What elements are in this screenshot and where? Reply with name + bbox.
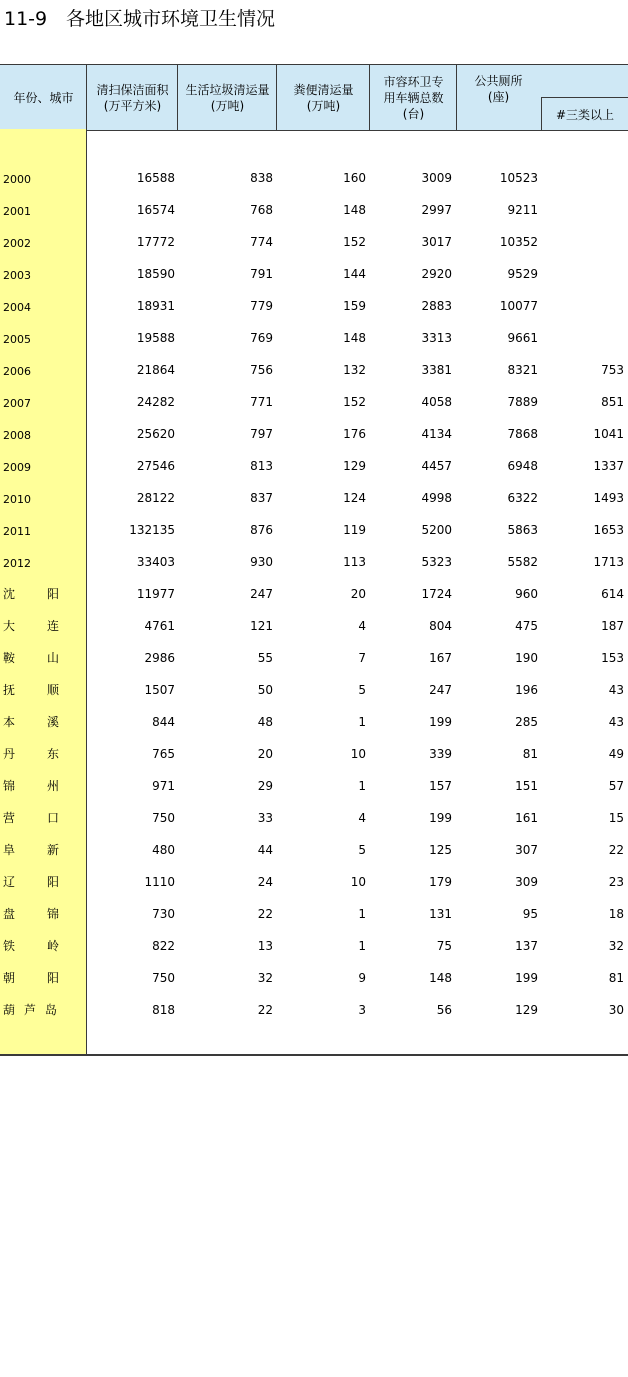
cell-feces-volume: 159 (343, 299, 366, 313)
cell-cleaning-area: 750 (152, 971, 175, 985)
table-row (0, 257, 628, 289)
cell-feces-volume: 113 (343, 555, 366, 569)
row-label: 2010 (3, 493, 31, 506)
row-label-char: 朝 (3, 971, 16, 985)
cell-public-toilets: 9661 (507, 331, 538, 345)
row-label: 2012 (3, 557, 31, 570)
cell-cleaning-area: 17772 (136, 235, 175, 249)
cell-public-toilets: 151 (515, 779, 538, 793)
cell-class3-toilets: 1041 (593, 427, 624, 441)
table-number: 11-9 (4, 8, 48, 30)
cell-public-toilets: 10077 (499, 299, 538, 313)
cell-vehicles: 56 (436, 1003, 452, 1017)
cell-feces-volume: 1 (358, 907, 366, 921)
cell-cleaning-area: 818 (152, 1003, 175, 1017)
header-class3-above: #三类以上 (541, 97, 628, 130)
table-row (0, 993, 628, 1025)
cell-feces-volume: 124 (343, 491, 366, 505)
cell-vehicles: 4457 (421, 459, 452, 473)
table-row (0, 385, 628, 417)
row-label-char: 锦 (46, 907, 59, 921)
row-label (3, 1002, 83, 1018)
cell-garbage-volume: 771 (250, 395, 273, 409)
table-row (0, 769, 628, 801)
row-label (3, 810, 83, 826)
table-bottom-border (0, 1054, 628, 1056)
cell-vehicles: 3381 (421, 363, 452, 377)
cell-garbage-volume: 791 (250, 267, 273, 281)
table-row (0, 161, 628, 193)
row-label-char: 本 (3, 715, 16, 729)
cell-public-toilets: 309 (515, 875, 538, 889)
cell-cleaning-area: 1507 (144, 683, 175, 697)
row-label-char: 葫 (3, 1003, 16, 1017)
cell-class3-toilets: 57 (608, 779, 624, 793)
table-row (0, 321, 628, 353)
cell-feces-volume: 4 (358, 619, 366, 633)
cell-feces-volume: 10 (350, 875, 366, 889)
table-row (0, 289, 628, 321)
table-row (0, 833, 628, 865)
cell-cleaning-area: 2986 (144, 651, 175, 665)
cell-vehicles: 3009 (421, 171, 452, 185)
table-row (0, 225, 628, 257)
cell-cleaning-area: 480 (152, 843, 175, 857)
row-label: 2003 (3, 269, 31, 282)
row-label (3, 746, 83, 762)
cell-vehicles: 4134 (421, 427, 452, 441)
row-label: 2009 (3, 461, 31, 474)
row-label: 2005 (3, 333, 31, 346)
cell-cleaning-area: 18590 (136, 267, 175, 281)
row-label-char: 岛 (44, 1003, 57, 1017)
cell-vehicles: 167 (429, 651, 452, 665)
cell-cleaning-area: 11977 (136, 587, 175, 601)
row-label: 2008 (3, 429, 31, 442)
row-label (3, 618, 83, 634)
header-garbage-volume: 生活垃圾清运量 (万吨) (177, 65, 277, 130)
cell-vehicles: 804 (429, 619, 452, 633)
cell-feces-volume: 3 (358, 1003, 366, 1017)
cell-vehicles: 4058 (421, 395, 452, 409)
row-label-char: 盘 (3, 907, 16, 921)
page-title (4, 6, 275, 32)
row-label-char: 阳 (46, 971, 59, 985)
cell-feces-volume: 10 (350, 747, 366, 761)
cell-garbage-volume: 838 (250, 171, 273, 185)
cell-garbage-volume: 876 (250, 523, 273, 537)
cell-public-toilets: 6948 (507, 459, 538, 473)
cell-class3-toilets: 753 (601, 363, 624, 377)
row-label-char: 山 (46, 651, 59, 665)
table-row (0, 673, 628, 705)
cell-feces-volume: 119 (343, 523, 366, 537)
cell-garbage-volume: 33 (257, 811, 273, 825)
cell-garbage-volume: 121 (250, 619, 273, 633)
cell-class3-toilets: 153 (601, 651, 624, 665)
cell-class3-toilets: 32 (608, 939, 624, 953)
cell-public-toilets: 81 (522, 747, 538, 761)
cell-feces-volume: 1 (358, 779, 366, 793)
header-public-toilets: 公共厕所 (座) (474, 74, 523, 104)
cell-feces-volume: 132 (343, 363, 366, 377)
cell-vehicles: 179 (429, 875, 452, 889)
row-label: 2006 (3, 365, 31, 378)
row-label-char: 抚 (3, 683, 16, 697)
table-row (0, 929, 628, 961)
table-body (0, 161, 628, 1025)
cell-class3-toilets: 43 (608, 683, 624, 697)
cell-vehicles: 2997 (421, 203, 452, 217)
cell-feces-volume: 148 (343, 331, 366, 345)
cell-feces-volume: 5 (358, 683, 366, 697)
cell-cleaning-area: 765 (152, 747, 175, 761)
cell-garbage-volume: 247 (250, 587, 273, 601)
cell-vehicles: 339 (429, 747, 452, 761)
cell-class3-toilets: 187 (601, 619, 624, 633)
cell-class3-toilets: 23 (608, 875, 624, 889)
table-row (0, 609, 628, 641)
cell-vehicles: 148 (429, 971, 452, 985)
cell-cleaning-area: 24282 (136, 395, 175, 409)
cell-cleaning-area: 28122 (136, 491, 175, 505)
cell-feces-volume: 1 (358, 939, 366, 953)
table-row (0, 545, 628, 577)
cell-class3-toilets: 1493 (593, 491, 624, 505)
row-label: 2000 (3, 173, 31, 186)
table-row (0, 705, 628, 737)
row-label-char: 阳 (46, 875, 59, 889)
row-label-char: 新 (46, 843, 59, 857)
cell-feces-volume: 129 (343, 459, 366, 473)
cell-feces-volume: 160 (343, 171, 366, 185)
cell-public-toilets: 307 (515, 843, 538, 857)
row-label (3, 778, 83, 794)
cell-class3-toilets: 18 (608, 907, 624, 921)
table-row (0, 641, 628, 673)
cell-public-toilets: 285 (515, 715, 538, 729)
cell-vehicles: 2920 (421, 267, 452, 281)
table-title: 各地区城市环境卫生情况 (66, 8, 276, 30)
row-label-char: 大 (3, 619, 16, 633)
row-label (3, 714, 83, 730)
table-row (0, 801, 628, 833)
cell-garbage-volume: 797 (250, 427, 273, 441)
cell-feces-volume: 9 (358, 971, 366, 985)
row-label-char: 溪 (46, 715, 59, 729)
cell-class3-toilets: 851 (601, 395, 624, 409)
cell-class3-toilets: 1653 (593, 523, 624, 537)
cell-public-toilets: 161 (515, 811, 538, 825)
row-label-char: 连 (46, 619, 59, 633)
cell-feces-volume: 176 (343, 427, 366, 441)
header-vehicles: 市容环卫专 用车辆总数 (台) (369, 65, 457, 130)
header-year-city: 年份、城市 (13, 90, 74, 105)
cell-cleaning-area: 1110 (144, 875, 175, 889)
cell-garbage-volume: 44 (257, 843, 273, 857)
cell-feces-volume: 148 (343, 203, 366, 217)
cell-vehicles: 2883 (421, 299, 452, 313)
cell-cleaning-area: 16588 (136, 171, 175, 185)
cell-vehicles: 4998 (421, 491, 452, 505)
cell-cleaning-area: 730 (152, 907, 175, 921)
cell-class3-toilets: 30 (608, 1003, 624, 1017)
cell-cleaning-area: 18931 (136, 299, 175, 313)
cell-garbage-volume: 22 (257, 907, 273, 921)
row-label-char: 丹 (3, 747, 16, 761)
table-row (0, 417, 628, 449)
cell-cleaning-area: 25620 (136, 427, 175, 441)
row-label: 2002 (3, 237, 31, 250)
cell-public-toilets: 7868 (507, 427, 538, 441)
cell-feces-volume: 1 (358, 715, 366, 729)
cell-public-toilets: 8321 (507, 363, 538, 377)
cell-garbage-volume: 774 (250, 235, 273, 249)
cell-cleaning-area: 21864 (136, 363, 175, 377)
cell-garbage-volume: 769 (250, 331, 273, 345)
cell-public-toilets: 9211 (507, 203, 538, 217)
cell-public-toilets: 10523 (499, 171, 538, 185)
row-label-char: 阳 (46, 587, 59, 601)
cell-garbage-volume: 22 (257, 1003, 273, 1017)
row-label-char: 东 (46, 747, 59, 761)
row-label (3, 650, 83, 666)
cell-garbage-volume: 48 (257, 715, 273, 729)
row-label (3, 874, 83, 890)
cell-garbage-volume: 50 (257, 683, 273, 697)
cell-vehicles: 1724 (421, 587, 452, 601)
row-label-char: 锦 (3, 779, 16, 793)
table-row (0, 193, 628, 225)
cell-cleaning-area: 844 (152, 715, 175, 729)
table-header (0, 64, 628, 131)
row-label (3, 682, 83, 698)
cell-vehicles: 5200 (421, 523, 452, 537)
cell-public-toilets: 5582 (507, 555, 538, 569)
cell-feces-volume: 7 (358, 651, 366, 665)
table-row (0, 961, 628, 993)
row-label: 2004 (3, 301, 31, 314)
cell-vehicles: 247 (429, 683, 452, 697)
cell-garbage-volume: 20 (257, 747, 273, 761)
cell-class3-toilets: 1337 (593, 459, 624, 473)
cell-garbage-volume: 768 (250, 203, 273, 217)
table-row (0, 449, 628, 481)
cell-class3-toilets: 43 (608, 715, 624, 729)
cell-garbage-volume: 756 (250, 363, 273, 377)
header-feces-volume: 粪便清运量 (万吨) (276, 65, 370, 130)
cell-garbage-volume: 13 (257, 939, 273, 953)
row-label (3, 970, 83, 986)
row-label: 2007 (3, 397, 31, 410)
cell-public-toilets: 190 (515, 651, 538, 665)
cell-cleaning-area: 750 (152, 811, 175, 825)
cell-class3-toilets: 1713 (593, 555, 624, 569)
cell-cleaning-area: 132135 (129, 523, 175, 537)
table-row (0, 353, 628, 385)
table-row (0, 865, 628, 897)
cell-class3-toilets: 49 (608, 747, 624, 761)
row-label-char: 顺 (46, 683, 59, 697)
cell-public-toilets: 960 (515, 587, 538, 601)
cell-vehicles: 157 (429, 779, 452, 793)
cell-public-toilets: 199 (515, 971, 538, 985)
cell-vehicles: 199 (429, 811, 452, 825)
cell-garbage-volume: 29 (257, 779, 273, 793)
table-row (0, 481, 628, 513)
cell-class3-toilets: 81 (608, 971, 624, 985)
row-label: 2001 (3, 205, 31, 218)
row-label-char: 鞍 (3, 651, 16, 665)
row-label-char: 沈 (3, 587, 16, 601)
row-label (3, 586, 83, 602)
cell-class3-toilets: 15 (608, 811, 624, 825)
cell-public-toilets: 129 (515, 1003, 538, 1017)
row-label-char: 铁 (3, 939, 16, 953)
row-label-char: 辽 (3, 875, 16, 889)
cell-vehicles: 75 (436, 939, 452, 953)
row-label (3, 938, 83, 954)
cell-garbage-volume: 55 (257, 651, 273, 665)
cell-garbage-volume: 837 (250, 491, 273, 505)
cell-public-toilets: 9529 (507, 267, 538, 281)
cell-feces-volume: 152 (343, 395, 366, 409)
row-label-char: 芦 (23, 1003, 36, 1017)
row-label-char: 岭 (46, 939, 59, 953)
cell-cleaning-area: 4761 (144, 619, 175, 633)
table-row (0, 897, 628, 929)
header-cleaning-area: 清扫保洁面积 (万平方米) (86, 65, 178, 130)
cell-public-toilets: 7889 (507, 395, 538, 409)
cell-cleaning-area: 33403 (136, 555, 175, 569)
row-label-char: 阜 (3, 843, 16, 857)
row-label (3, 906, 83, 922)
cell-public-toilets: 196 (515, 683, 538, 697)
cell-vehicles: 199 (429, 715, 452, 729)
cell-feces-volume: 152 (343, 235, 366, 249)
row-label-char: 州 (46, 779, 59, 793)
cell-feces-volume: 4 (358, 811, 366, 825)
cell-cleaning-area: 16574 (136, 203, 175, 217)
cell-public-toilets: 5863 (507, 523, 538, 537)
table-row (0, 737, 628, 769)
cell-garbage-volume: 24 (257, 875, 273, 889)
cell-public-toilets: 10352 (499, 235, 538, 249)
cell-cleaning-area: 19588 (136, 331, 175, 345)
cell-feces-volume: 5 (358, 843, 366, 857)
cell-feces-volume: 144 (343, 267, 366, 281)
cell-public-toilets: 6322 (507, 491, 538, 505)
row-label-char: 营 (3, 811, 16, 825)
cell-vehicles: 5323 (421, 555, 452, 569)
cell-feces-volume: 20 (350, 587, 366, 601)
cell-class3-toilets: 614 (601, 587, 624, 601)
cell-cleaning-area: 822 (152, 939, 175, 953)
table-row (0, 513, 628, 545)
cell-vehicles: 3017 (421, 235, 452, 249)
cell-cleaning-area: 971 (152, 779, 175, 793)
row-label (3, 842, 83, 858)
cell-cleaning-area: 27546 (136, 459, 175, 473)
cell-public-toilets: 95 (522, 907, 538, 921)
cell-vehicles: 131 (429, 907, 452, 921)
cell-garbage-volume: 930 (250, 555, 273, 569)
table-row (0, 577, 628, 609)
cell-vehicles: 3313 (421, 331, 452, 345)
cell-public-toilets: 475 (515, 619, 538, 633)
row-label-char: 口 (46, 811, 59, 825)
cell-garbage-volume: 813 (250, 459, 273, 473)
row-label: 2011 (3, 525, 31, 538)
cell-public-toilets: 137 (515, 939, 538, 953)
cell-garbage-volume: 32 (257, 971, 273, 985)
cell-garbage-volume: 779 (250, 299, 273, 313)
cell-vehicles: 125 (429, 843, 452, 857)
cell-class3-toilets: 22 (608, 843, 624, 857)
